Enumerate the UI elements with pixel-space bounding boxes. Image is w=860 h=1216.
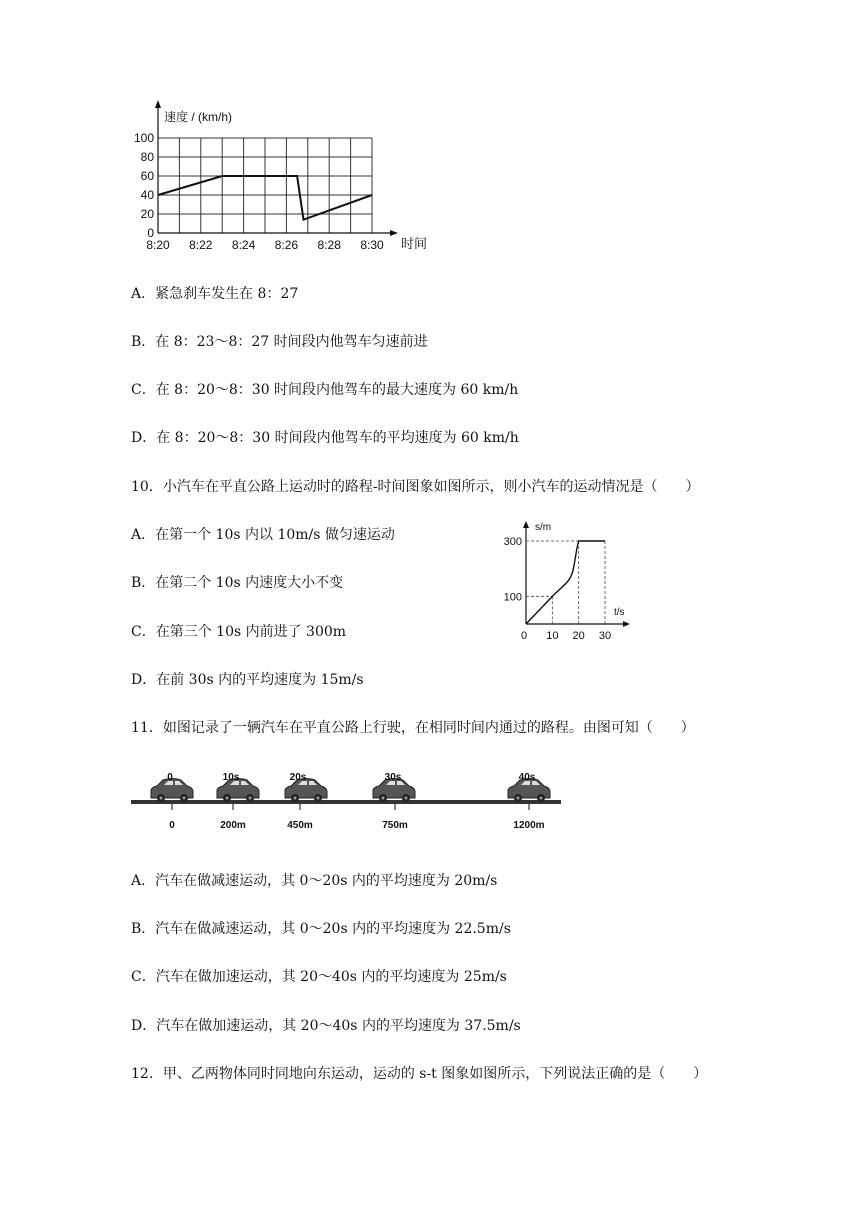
distance-label: 200m <box>220 820 246 831</box>
q11-option-a: A．汽车在做减速运动，其 0～20s 内的平均速度为 20m/s <box>131 873 498 889</box>
x-tick-label: 8:20 <box>146 238 170 252</box>
distance-label: 750m <box>382 820 408 831</box>
y-tick-label: 80 <box>140 150 154 164</box>
st-y-axis-label: s/m <box>535 522 552 533</box>
y-axis-arrow <box>155 100 161 108</box>
x-axis-label: 时间 <box>401 236 428 251</box>
q9-option-a: A．紧急刹车发生在 8：27 <box>131 286 299 302</box>
time-label: 0 <box>167 772 173 783</box>
time-label: 40s <box>518 772 536 783</box>
time-label: 20s <box>289 772 307 783</box>
x-axis-arrow <box>390 230 398 236</box>
q11-stem: 11．如图记录了一辆汽车在平直公路上行驶，在相同时间内通过的路程。由图可知（ ） <box>131 720 695 736</box>
x-tick-label: 8:26 <box>274 238 299 252</box>
car-road-figure <box>125 760 570 840</box>
st-x-arrow <box>623 621 630 627</box>
st-x-tick-label: 20 <box>572 630 585 642</box>
y-tick-label: 0 <box>147 226 154 240</box>
st-x-tick-label: 30 <box>598 630 612 642</box>
q10-option-b: B．在第二个 10s 内速度大小不变 <box>131 575 344 591</box>
distance-label: 450m <box>287 820 313 831</box>
q10-option-d: D．在前 30s 内的平均速度为 15m/s <box>131 672 364 688</box>
road <box>131 800 561 804</box>
y-tick-label: 60 <box>140 169 154 183</box>
st-y-tick-labels <box>504 536 522 603</box>
x-tick-labels <box>146 238 384 252</box>
y-tick-label: 40 <box>140 188 154 202</box>
q10-stem: 10．小汽车在平直公路上运动时的路程-时间图象如图所示，则小汽车的运动情况是（ ） <box>131 479 700 495</box>
q9-option-c: C．在 8：20～8：30 时间段内他驾车的最大速度为 60 km/h <box>131 382 519 398</box>
y-tick-labels <box>134 131 154 240</box>
st-x-axis-label: t/s <box>614 607 625 618</box>
st-y-tick-label: 100 <box>503 591 522 604</box>
y-tick-label: 20 <box>140 207 154 221</box>
distance-labels <box>169 820 544 831</box>
st-y-tick-label: 300 <box>503 536 522 548</box>
q11-option-b: B．汽车在做减速运动，其 0～20s 内的平均速度为 22.5m/s <box>131 921 511 937</box>
q9-option-d: D．在 8：20～8：30 时间段内他驾车的平均速度为 60 km/h <box>131 430 519 446</box>
q10-option-a: A．在第一个 10s 内以 10m/s 做匀速运动 <box>131 527 395 543</box>
q9-option-b: B．在 8：23～8：27 时间段内他驾车匀速前进 <box>131 334 428 350</box>
distance-label: 0 <box>169 820 175 831</box>
cars-group <box>151 779 550 803</box>
st-x-tick-label: 0 <box>520 630 528 642</box>
q12-stem: 12．甲、乙两物体同时同地向东运动，运动的 s-t 图象如图所示，下列说法正确的是（ ） <box>131 1066 708 1082</box>
st-y-arrow <box>523 521 529 528</box>
q11-option-c: C．汽车在做加速运动，其 20～40s 内的平均速度为 25m/s <box>131 969 507 985</box>
x-tick-label: 8:28 <box>317 238 341 252</box>
x-tick-label: 8:22 <box>189 238 213 252</box>
time-label: 10s <box>222 772 240 783</box>
x-tick-label: 8:30 <box>360 238 384 252</box>
st-x-tick-labels <box>521 630 611 642</box>
distance-label: 1200m <box>513 820 545 831</box>
st-x-tick-label: 10 <box>546 630 559 642</box>
q10-option-c: C．在第三个 10s 内前进了 300m <box>131 624 347 640</box>
y-tick-label: 100 <box>133 131 154 145</box>
st-graph <box>490 516 640 651</box>
time-label: 30s <box>384 772 402 783</box>
q11-option-d: D．汽车在做加速运动，其 20～40s 内的平均速度为 37.5m/s <box>131 1018 521 1034</box>
speed-time-chart <box>120 98 440 258</box>
st-series-line <box>526 541 605 624</box>
x-tick-label: 8:24 <box>231 238 256 252</box>
y-axis-label: 速度 / (km/h) <box>164 110 232 124</box>
